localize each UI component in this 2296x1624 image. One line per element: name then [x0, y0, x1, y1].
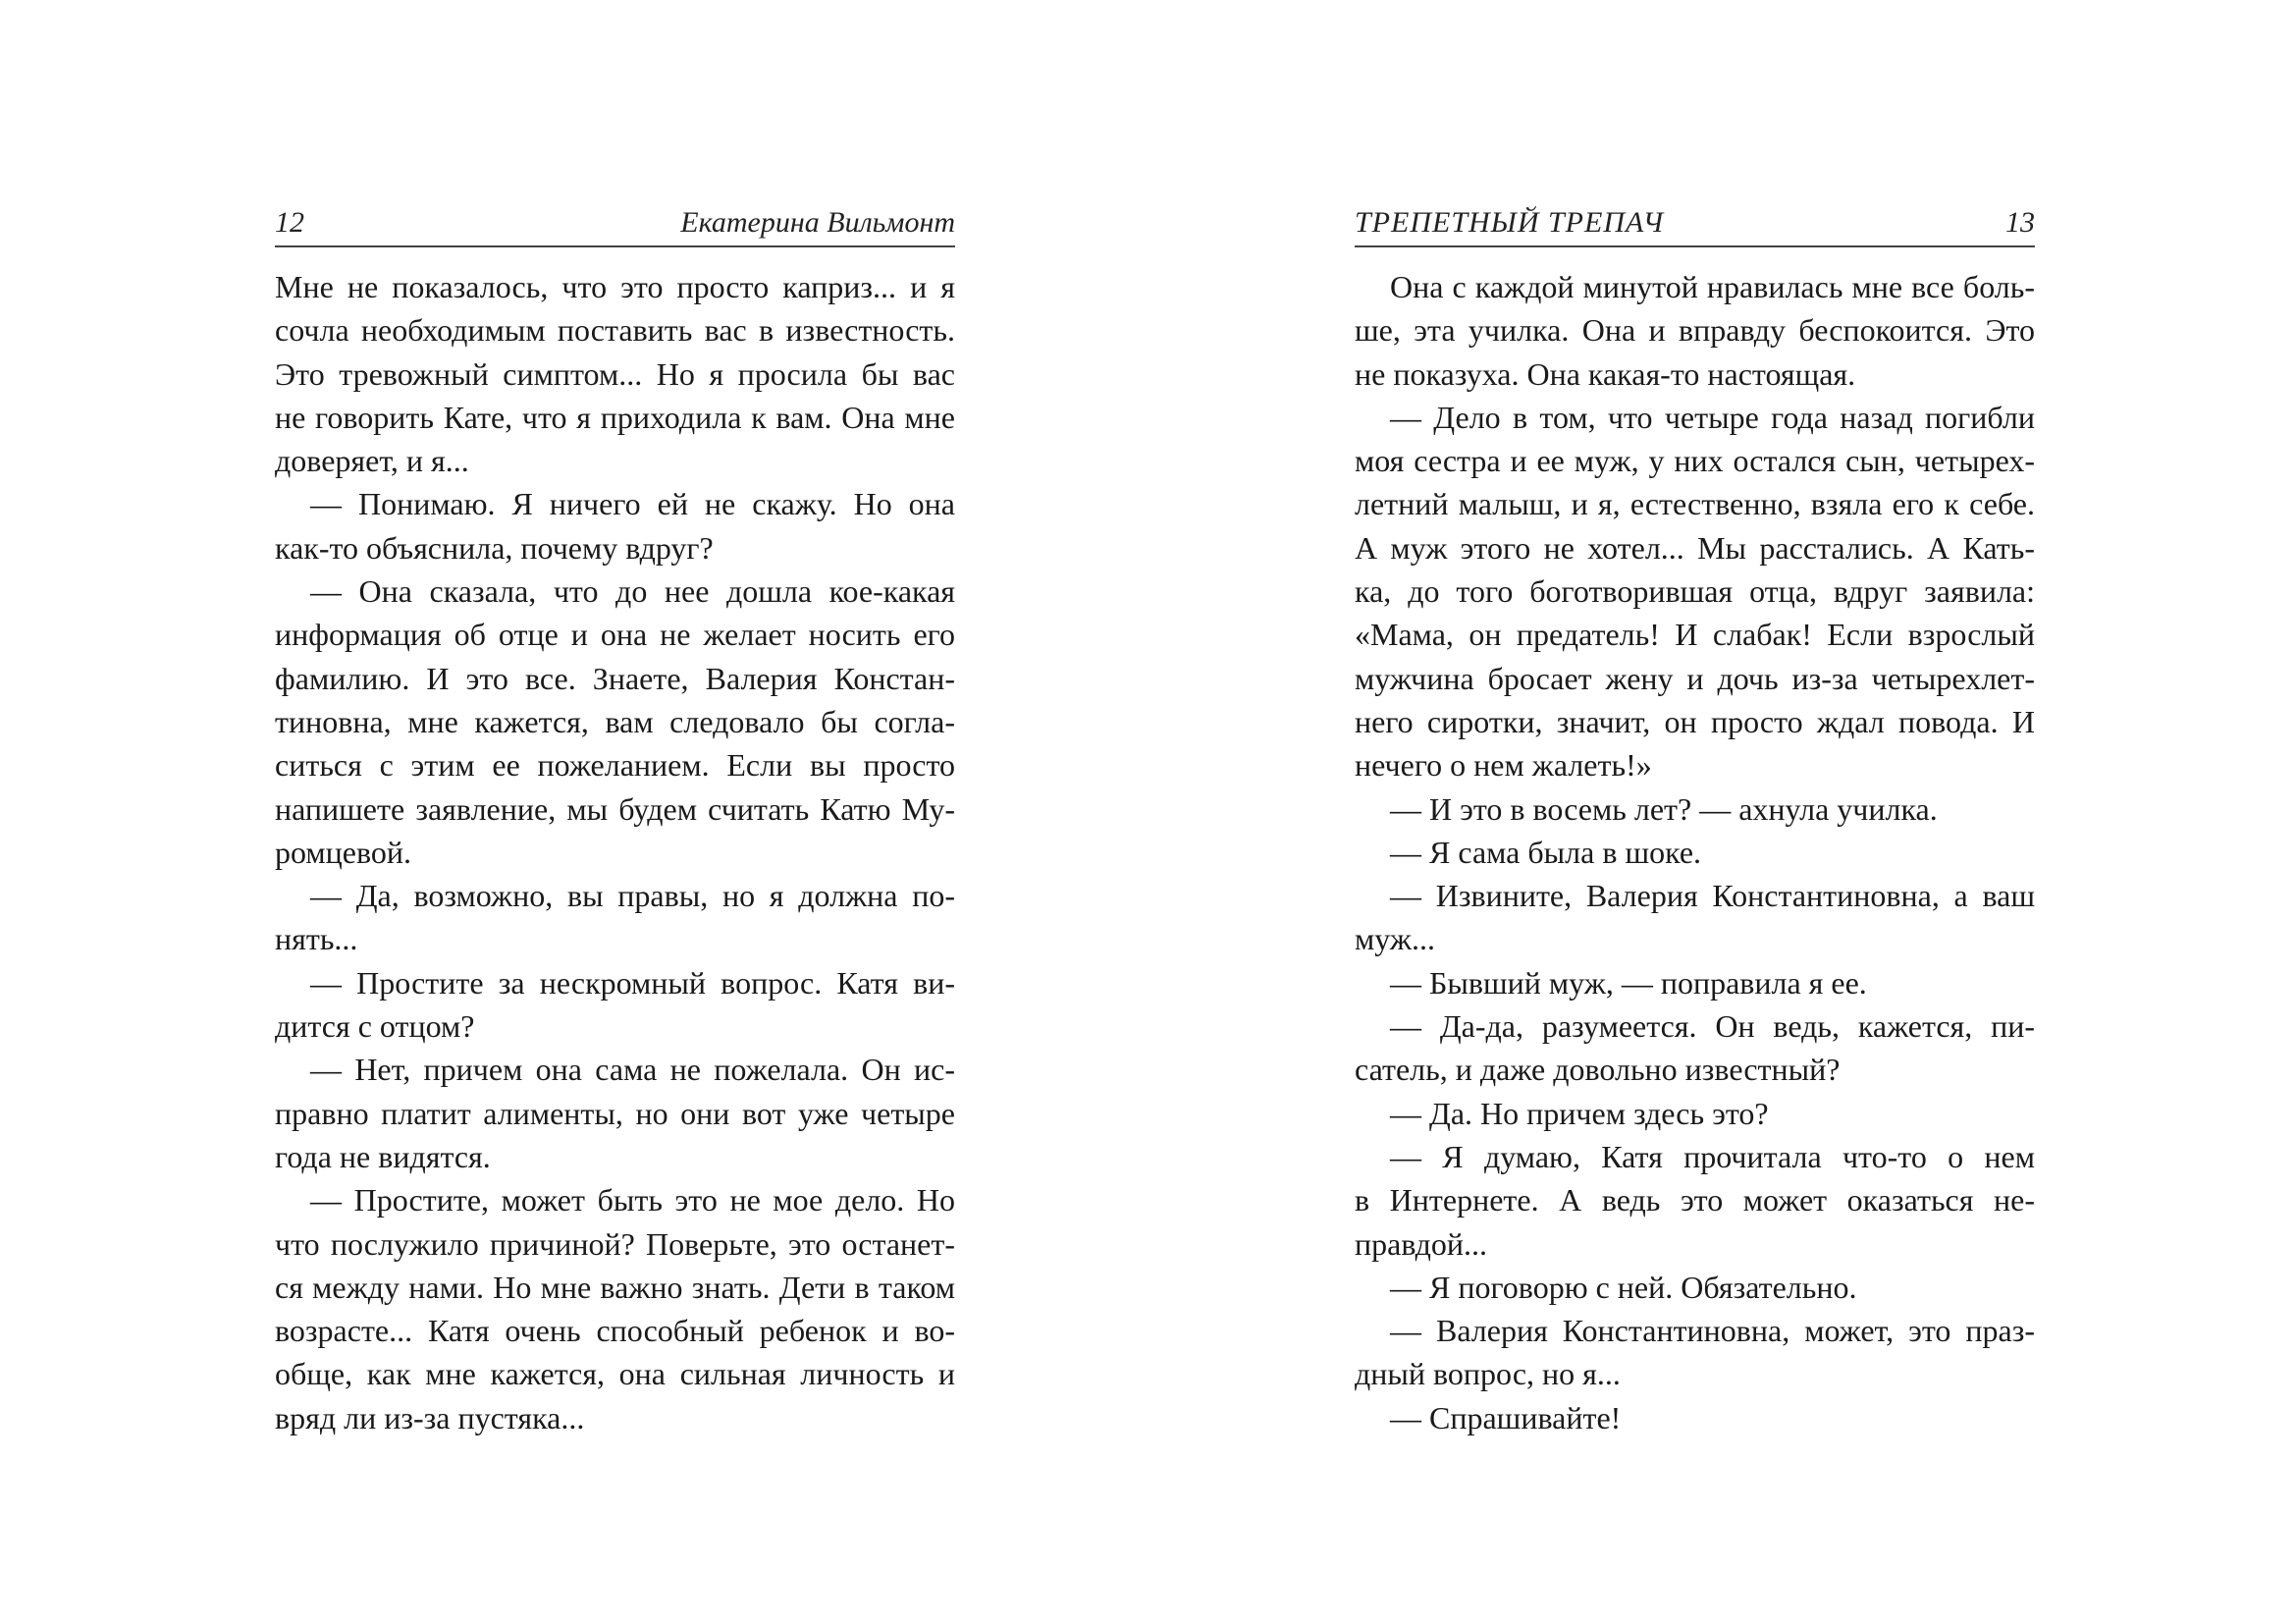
text-line: А муж этого не хотел... Мы расстались. А Кать-: [1355, 529, 2035, 566]
page-number: 13: [2005, 206, 2035, 239]
text-line: правно платит алименты, но они вот уже четыре: [275, 1095, 955, 1131]
text-line: Это тревожный симптом... Но я просила бы вас: [275, 355, 955, 392]
text-line: — Да, возможно, вы правы, но я должна по-: [310, 878, 955, 914]
right-page-body: [1355, 265, 2035, 1439]
text-line: как-то объяснила, почему вдруг?: [275, 529, 714, 566]
text-line: — Понимаю. Я ничего ей не скажу. Но она: [310, 486, 955, 522]
text-line: моя сестра и ее муж, у них остался сын, четырех-: [1355, 443, 2035, 479]
text-line: не говорить Кате, что я приходила к вам. Она мне: [275, 399, 955, 435]
text-line: «Мама, он предатель! И слабак! Если взрослый: [1355, 617, 2035, 653]
text-line: — Извините, Валерия Константиновна, а ваш: [1390, 878, 2035, 914]
text-line: него сиротки, значит, он просто ждал повода. И: [1355, 703, 2035, 739]
text-line: — Я сама была в шоке.: [1390, 834, 1702, 870]
text-line: — Я поговорю с ней. Обязательно.: [1390, 1269, 1857, 1305]
text-line: правдой...: [1355, 1225, 1488, 1262]
text-line: дный вопрос, но я...: [1355, 1356, 1621, 1392]
text-line: что послужило причиной? Поверьте, это останет-: [275, 1225, 955, 1262]
right-page: [1355, 196, 2035, 1439]
text-line: года не видятся.: [275, 1138, 491, 1174]
text-line: — Простите, может быть это не мое дело. Но: [310, 1182, 955, 1218]
text-line: — Да-да, разумеется. Он ведь, кажется, пи-: [1390, 1008, 2035, 1045]
text-line: — Да. Но причем здесь это?: [1390, 1095, 1769, 1131]
left-page-body: [275, 265, 955, 1439]
text-line: нять...: [275, 921, 358, 957]
text-line: муж...: [1355, 921, 1435, 957]
text-line: — Спрашивайте!: [1390, 1399, 1622, 1435]
page-number: 12: [275, 206, 304, 239]
text-line: ситься с этим ее пожеланием. Если вы просто: [275, 747, 955, 784]
running-head-title: ТРЕПЕТНЫЙ ТРЕПАЧ: [1355, 206, 1665, 239]
text-line: фамилию. И это все. Знаете, Валерия Констан-: [275, 660, 955, 696]
text-line: мужчина бросает жену и дочь из-за четырехлет-: [1355, 660, 2035, 696]
text-line: сочла необходимым поставить вас в известность.: [275, 312, 955, 349]
text-line: — Я думаю, Катя прочитала что-то о нем: [1390, 1138, 2035, 1174]
text-line: доверяет, и я...: [275, 443, 469, 479]
text-line: — Нет, причем она сама не пожелала. Он ис-: [310, 1052, 955, 1088]
text-line: вряд ли из-за пустяка...: [275, 1399, 585, 1435]
text-line: возрасте... Катя очень способный ребенок и во-: [275, 1313, 955, 1349]
text-line: ше, эта училка. Она и вправду беспокоится. Это: [1355, 312, 2035, 349]
text-line: в Интернете. А ведь это может оказаться не-: [1355, 1182, 2035, 1218]
text-line: — Она сказала, что до нее дошла кое-какая: [310, 573, 955, 610]
right-page-header: [1355, 196, 2035, 247]
text-line: напишете заявление, мы будем считать Катю Му-: [275, 790, 955, 827]
text-line: ромцевой.: [275, 834, 411, 870]
text-line: Мне не показалось, что это просто каприз... и я: [275, 269, 955, 304]
text-line: ка, до того боготворившая отца, вдруг заявила:: [1355, 573, 2035, 610]
text-line: Она с каждой минутой нравилась мне все боль-: [1390, 269, 2035, 304]
text-line: не показуха. Она какая-то настоящая.: [1355, 355, 1856, 392]
text-line: — Дело в том, что четыре года назад погибли: [1390, 399, 2035, 435]
text-line: тиновна, мне кажется, вам следовало бы согла-: [275, 703, 955, 739]
text-line: — И это в восемь лет? — ахнула училка.: [1390, 790, 1938, 827]
text-line: — Простите за нескромный вопрос. Катя ви-: [310, 964, 955, 1001]
text-line: информация об отце и она не желает носить его: [275, 617, 955, 653]
left-page-header: [275, 196, 955, 247]
text-line: ся между нами. Но мне важно знать. Дети в таком: [275, 1269, 955, 1305]
text-line: обще, как мне кажется, она сильная личность и: [275, 1356, 955, 1392]
left-page: [275, 196, 955, 1439]
text-line: дится с отцом?: [275, 1008, 475, 1045]
text-line: — Валерия Константиновна, может, это праз-: [1390, 1313, 2035, 1349]
running-head-author: Екатерина Вильмонт: [680, 206, 955, 239]
text-line: нечего о нем жалеть!»: [1355, 747, 1652, 784]
text-line: — Бывший муж, — поправила я ее.: [1390, 964, 1867, 1001]
text-line: сатель, и даже довольно известный?: [1355, 1052, 1841, 1088]
text-line: летний малыш, и я, естественно, взяла его к себе.: [1355, 486, 2035, 522]
